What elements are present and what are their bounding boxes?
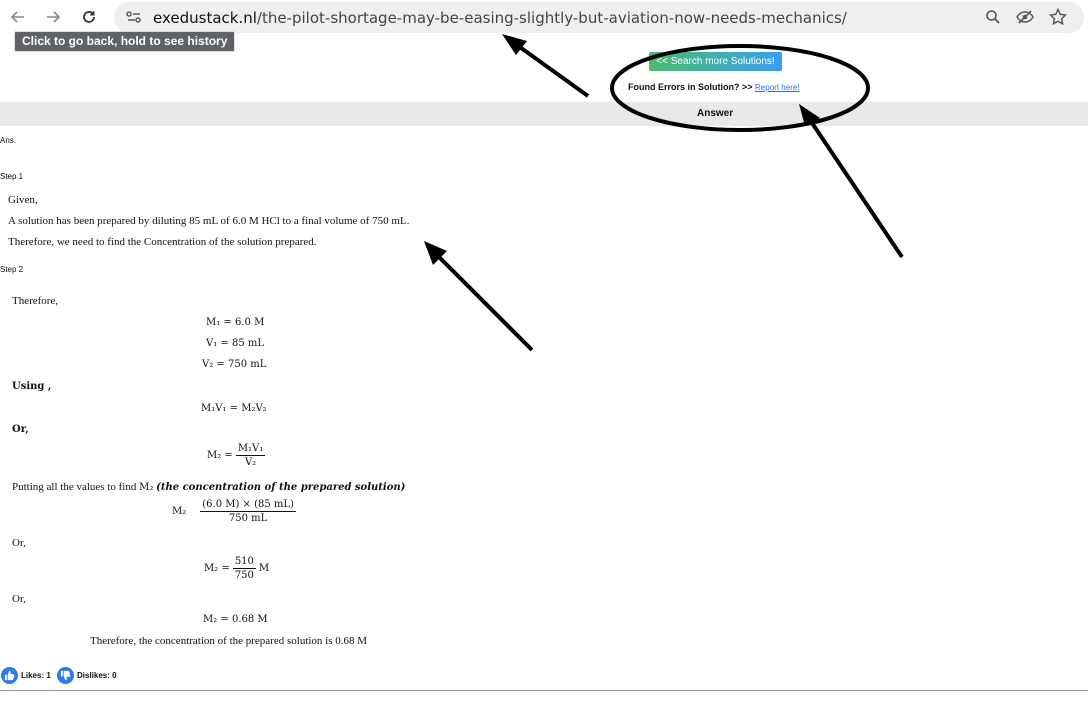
search-more-solutions-button[interactable]: << Search more Solutions!	[649, 52, 782, 71]
dislikes-count: Dislikes: 0	[77, 671, 117, 680]
arrow-to-given-text-head	[424, 241, 447, 265]
back-button-tooltip: Click to go back, hold to see history	[14, 31, 235, 52]
answer-heading: Answer	[697, 108, 734, 119]
calc-formula	[172, 499, 296, 524]
zoom-icon[interactable]	[985, 9, 1001, 30]
given-label: Given,	[8, 194, 38, 206]
back-button[interactable]	[7, 6, 29, 28]
putting-variable: M₂	[139, 482, 154, 493]
forward-button[interactable]	[42, 6, 64, 28]
arrow-to-url-head	[502, 34, 527, 55]
result-equation: M₂ = 0.68 M	[203, 614, 268, 625]
thumbs-down-icon	[57, 667, 74, 684]
or-label: Or,	[12, 424, 29, 435]
find-statement: Therefore, we need to find the Concentration of the solution prepared.	[8, 236, 317, 248]
step-1-label: Step 1	[0, 172, 24, 181]
calc-denominator: 750 mL	[228, 513, 268, 524]
address-bar[interactable]	[114, 2, 1084, 33]
m2-formula	[207, 443, 265, 468]
therefore-label: Therefore,	[12, 295, 59, 307]
report-here-link[interactable]: Report here!	[755, 83, 800, 92]
putting-values-line	[12, 481, 405, 493]
v2-equation: V₂ = 750 mL	[202, 359, 267, 370]
tracking-protection-icon[interactable]	[1016, 9, 1034, 30]
dilution-equation: M₁V₁ = M₂V₂	[201, 403, 267, 414]
forward-arrow-icon	[45, 9, 61, 25]
calc-numerator: (6.0 M) × (85 mL)	[202, 499, 294, 510]
arrow-to-report-link	[806, 114, 902, 257]
conclusion-text: Therefore, the concentration of the prepared solution is 0.68 M	[90, 635, 368, 647]
step-2-label: Step 2	[0, 265, 24, 274]
putting-text: Putting all the values to find	[12, 481, 137, 493]
m1-equation: M₁ = 6.0 M	[206, 317, 265, 328]
dislikes-button[interactable]	[57, 667, 117, 684]
fraction-2-lhs: M₂ =	[204, 563, 230, 574]
answer-bar	[0, 102, 1088, 126]
m2-formula-fraction	[236, 443, 265, 468]
m2-formula-numerator: M₁V₁	[237, 443, 264, 454]
or-label-2: Or,	[12, 537, 26, 549]
putting-description: (the concentration of the prepared solution)	[156, 482, 406, 493]
footer-divider	[0, 690, 1088, 691]
m2-formula-denominator: V₂	[244, 457, 257, 468]
ans-label: Ans.	[0, 136, 17, 145]
likes-count: Likes: 1	[21, 671, 51, 680]
calc-lhs: M₂	[172, 506, 187, 517]
fraction-2-formula	[204, 556, 269, 581]
calc-fraction	[200, 499, 296, 524]
using-label: Using ,	[12, 381, 52, 392]
v1-equation: V₁ = 85 mL	[206, 338, 264, 349]
arrow-to-url	[510, 40, 588, 96]
thumbs-up-icon	[1, 667, 18, 684]
found-errors-label: Found Errors in Solution? >>	[628, 82, 753, 92]
fraction-2	[233, 556, 256, 581]
reload-icon	[81, 9, 97, 25]
or-label-3: Or,	[12, 593, 26, 605]
likes-button[interactable]	[1, 667, 51, 684]
reload-button[interactable]	[78, 6, 100, 28]
given-statement: A solution has been prepared by diluting 85 mL of 6.0 M HCl to a final volume of 750 mL.	[8, 215, 410, 227]
site-settings-icon[interactable]	[126, 10, 142, 29]
url-text[interactable]: exedustack.nl/the-pilot-shortage-may-be-easing-slightly-but-aviation-now-needs-mechanics/	[153, 9, 847, 27]
bookmark-star-icon[interactable]	[1049, 8, 1067, 31]
fraction-2-unit: M	[258, 563, 270, 574]
m2-formula-lhs: M₂ =	[207, 450, 233, 461]
found-errors-text	[628, 82, 800, 92]
arrow-to-given-text	[432, 250, 532, 350]
fraction-2-denominator: 750	[234, 570, 254, 581]
fraction-2-numerator: 510	[234, 556, 254, 567]
back-arrow-icon	[10, 9, 26, 25]
